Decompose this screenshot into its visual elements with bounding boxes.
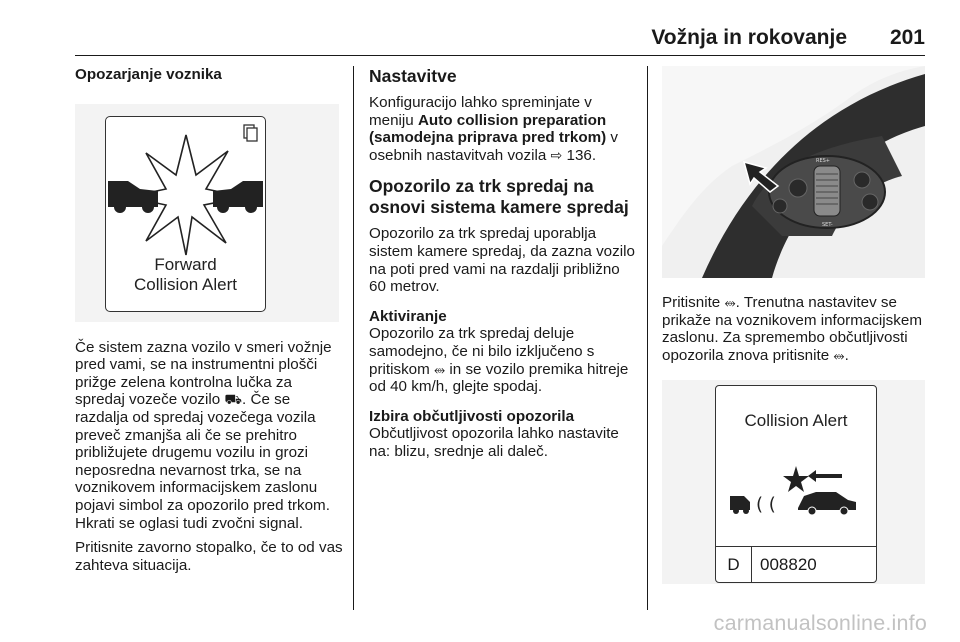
column-3 bbox=[662, 66, 927, 584]
paragraph-brake: Pritisnite zavorno stopalko, če to od vas zahteva situacija. bbox=[75, 539, 343, 574]
fca-label-line-1: Forward bbox=[154, 254, 217, 274]
column-divider-1 bbox=[353, 66, 354, 610]
header-divider bbox=[75, 55, 925, 56]
paragraph-settings: Konfiguracijo lahko spreminjate v meniju Auto collision preparation (samodejna priprava pred trkom) v osebnih nastavitvah vozila ⇨ 136. bbox=[369, 94, 618, 164]
steering-wheel-image bbox=[662, 66, 925, 278]
vehicle-ahead-icon: ⛟ bbox=[224, 391, 243, 408]
wheel-label-res: RES+ bbox=[816, 158, 830, 164]
watermark: carmanualsonline.info bbox=[713, 611, 927, 635]
collision-button-icon: ⥈ bbox=[433, 360, 446, 377]
page-header bbox=[75, 26, 925, 54]
collision-alert-footer bbox=[716, 546, 876, 582]
paragraph-detection: Če sistem zazna vozilo v smeri vožnje pred vami, se na instrumentni plošči prižge zelena kontrolna lučka za spredaj vozeče vozilo ⛟. Če se razdalja od spredaj vozečega vozila preveč zmanjša ali če se prehitro približujete drugemu vozilu in grozi neposredna nevarnost trka, se na voznikovem informacijskem zaslonu pojavi simbol za opozorilo pred trkom. Hkrati se oglasi tudi zvočni signal. bbox=[75, 338, 332, 532]
forward-collision-alert-figure bbox=[75, 104, 339, 322]
section-heading-settings: Nastavitve bbox=[369, 66, 457, 86]
collision-alert-display-figure bbox=[662, 380, 925, 584]
section-heading-camera-warning: Opozorilo za trk spredaj na osnovi sistema kamere spredaj bbox=[369, 176, 629, 218]
subheading-sensitivity: Izbira občutljivosti opozorila bbox=[369, 407, 575, 425]
paragraph-press-button: Pritisnite ⥈. Trenutna nastavitev se prikaže na voznikovem informacijskem zaslonu. Za spremembo občutljivosti opozorila znova pritisnite ⥈. bbox=[662, 294, 922, 364]
collision-alert-panel bbox=[715, 385, 877, 583]
steering-wheel-figure bbox=[662, 66, 925, 278]
collision-button-icon: ⥈ bbox=[833, 346, 845, 363]
column-divider-2 bbox=[647, 66, 648, 610]
odometer-readout: 008820 bbox=[760, 555, 817, 575]
collision-alert-title: Collision Alert bbox=[744, 411, 848, 431]
fca-display-panel bbox=[105, 116, 266, 312]
collision-alert-icon bbox=[716, 456, 876, 516]
page-number: 201 bbox=[889, 26, 925, 49]
subheading-activation: Aktiviranje bbox=[369, 307, 447, 325]
paragraph-sensitivity: Občutljivost opozorila lahko nastavite na: blizu, srednje ali daleč. bbox=[369, 425, 619, 460]
paragraph-activation: Opozorilo za trk spredaj deluje samodejno, če ni bilo izključeno s pritiskom ⥈ in se vozilo premika hitreje od 40 km/h, glejte spodaj. bbox=[369, 325, 629, 396]
svg-text:( (: ( ( bbox=[756, 494, 776, 516]
paragraph-camera: Opozorilo za trk spredaj uporablja sistem kamere spredaj, da zazna vozilo na poti pred vami na razdalji približno 60 metrov. bbox=[369, 225, 635, 296]
section-heading-driver-warning: Opozarjanje voznika bbox=[75, 66, 222, 83]
column-1 bbox=[75, 66, 345, 581]
wheel-label-set: SET- bbox=[822, 222, 833, 228]
column-2 bbox=[369, 66, 637, 468]
gear-indicator: D bbox=[716, 547, 752, 582]
collision-button-icon: ⥈ bbox=[724, 294, 736, 310]
chapter-title: Vožnja in rokovanje bbox=[651, 26, 847, 49]
fca-label-line-2: Collision Alert bbox=[134, 274, 237, 294]
reference-arrow-icon: ⇨ bbox=[550, 146, 563, 163]
